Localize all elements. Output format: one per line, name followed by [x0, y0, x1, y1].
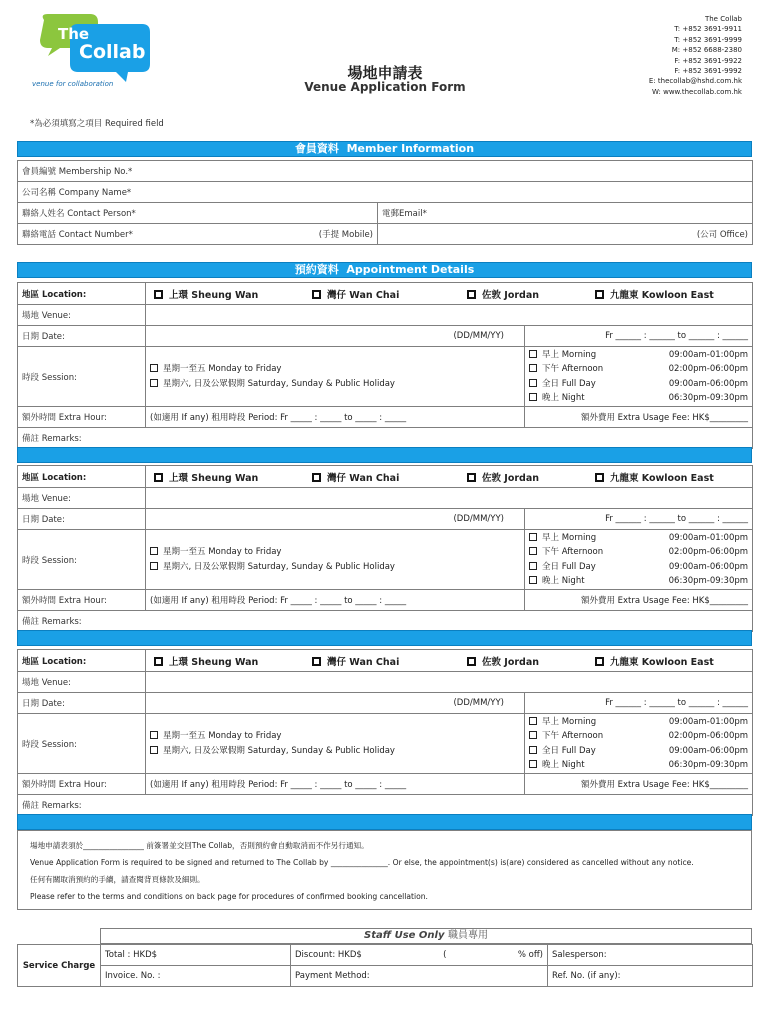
venue-label: 場地 Venue:: [18, 305, 146, 326]
discount-field[interactable]: [291, 945, 451, 966]
venue-field[interactable]: [146, 488, 753, 509]
session-name: 早上 Morning: [542, 716, 597, 727]
venue-field[interactable]: [146, 305, 753, 326]
remarks-label: 備註 Remarks:: [18, 611, 146, 632]
contact-line: F: +852 3691-9922: [674, 56, 742, 65]
session-option-morning[interactable]: [529, 531, 635, 546]
day-option-label: 星期六, 日及公眾假期 Saturday, Sunday & Public Holiday: [163, 378, 395, 389]
date-label: 日期 Date:: [18, 509, 146, 530]
remarks-field[interactable]: [146, 795, 753, 816]
contact-line: F: +852 3691-9992: [674, 67, 742, 76]
location-option-wan-chai[interactable]: [312, 470, 467, 484]
session-name: 下午 Afternoon: [542, 731, 604, 741]
staff-table: [17, 944, 753, 987]
contact-line: The Collab: [704, 15, 742, 23]
extra-hour-label: 額外時間 Extra Hour:: [18, 407, 146, 428]
checkbox-icon[interactable]: [154, 290, 163, 299]
checkbox-icon[interactable]: [467, 473, 476, 482]
section-divider-bar: [17, 447, 752, 463]
appointment-bar-en: Appointment Details: [346, 263, 475, 276]
location-option-jordan[interactable]: [467, 654, 595, 668]
contact-line: T: +852 3691-9911: [674, 25, 742, 34]
ref-no-field[interactable]: Ref. No. (if any):: [548, 966, 753, 987]
day-option-weekend[interactable]: [150, 560, 520, 575]
checkbox-icon[interactable]: [150, 562, 158, 570]
checkbox-icon[interactable]: [529, 350, 537, 358]
date-field[interactable]: (DD/MM/YY): [146, 509, 525, 530]
session-time: 09:00am-06:00pm: [668, 378, 749, 389]
location-option-wan-chai[interactable]: [312, 654, 467, 668]
location-name: 上環 Sheung Wan: [169, 656, 259, 668]
contact-line: M: +852 6688-2380: [671, 46, 742, 55]
extra-period-field[interactable]: (如適用 If any) 租用時段 Period: Fr _____ : _____ to _____ : _____: [146, 590, 525, 611]
date-field[interactable]: (DD/MM/YY): [146, 693, 525, 714]
extra-hour-label: 額外時間 Extra Hour:: [18, 774, 146, 795]
session-times: [639, 714, 753, 774]
checkbox-icon[interactable]: [595, 290, 604, 299]
note-line-en-2: Please refer to the terms and conditions on back page for procedures of confirmed booking cancellation.: [30, 892, 428, 901]
date-label: 日期 Date:: [18, 326, 146, 347]
appointment-block: [17, 282, 753, 449]
session-option-night[interactable]: [529, 574, 635, 589]
location-name: 灣仔 Wan Chai: [327, 289, 400, 301]
checkbox-icon[interactable]: [529, 379, 537, 387]
location-name: 灣仔 Wan Chai: [327, 472, 400, 484]
session-option-afternoon[interactable]: [529, 545, 635, 560]
service-charge-label: Service Charge: [18, 945, 101, 987]
location-name: 九龍東 Kowloon East: [610, 472, 714, 484]
percent-off-field[interactable]: % off): [451, 945, 548, 966]
session-label: 時段 Session:: [18, 714, 146, 774]
extra-hour-label: 額外時間 Extra Hour:: [18, 590, 146, 611]
company-name-field[interactable]: 公司名稱 Company Name*: [18, 182, 753, 203]
time-range-field[interactable]: Fr ______ : ______ to ______ : ______: [525, 326, 753, 347]
session-options: [525, 714, 639, 774]
location-name: 灣仔 Wan Chai: [327, 656, 400, 668]
session-option-afternoon[interactable]: [529, 729, 635, 744]
remarks-field[interactable]: [146, 611, 753, 632]
contact-line[interactable]: W: www.thecollab.com.hk: [652, 87, 742, 96]
staff-title-zh: 職員專用: [447, 930, 488, 941]
contact-line: T: +852 3691-9999: [674, 35, 742, 44]
extra-period-field[interactable]: (如適用 If any) 租用時段 Period: Fr _____ : _____ to _____ : _____: [146, 774, 525, 795]
venue-label: 場地 Venue:: [18, 488, 146, 509]
session-name: 晚上 Night: [542, 576, 585, 586]
session-name: 全日 Full Day: [542, 378, 596, 389]
session-name: 下午 Afternoon: [542, 364, 604, 374]
checkbox-icon[interactable]: [595, 473, 604, 482]
checkbox-icon[interactable]: [467, 657, 476, 666]
mobile-label: (手提 Mobile): [318, 230, 373, 240]
session-label: 時段 Session:: [18, 347, 146, 407]
location-option-sheung-wan[interactable]: [154, 654, 312, 668]
logo-the-text: The: [58, 25, 90, 43]
time-range-field[interactable]: Fr ______ : ______ to ______ : ______: [525, 509, 753, 530]
session-name: 晚上 Night: [542, 393, 585, 403]
member-bar-en: Member Information: [346, 142, 475, 155]
day-options: [146, 347, 525, 407]
session-option-night[interactable]: [529, 758, 635, 773]
logo-collab-text: Collab: [79, 41, 146, 63]
appointment-block: [17, 649, 753, 816]
day-option-weekday[interactable]: [150, 362, 520, 377]
checkbox-icon[interactable]: [529, 393, 537, 401]
day-option-weekend[interactable]: [150, 377, 520, 392]
logo-tagline: venue for collaboration: [32, 80, 114, 88]
checkbox-icon[interactable]: [150, 731, 158, 739]
extra-fee-field[interactable]: 額外費用 Extra Usage Fee: HK$_________: [525, 774, 753, 795]
payment-method-field[interactable]: Payment Method:: [291, 966, 548, 987]
contact-info: [649, 14, 742, 97]
session-time: 09:00am-06:00pm: [668, 561, 749, 572]
contact-line[interactable]: E: thecollab@hshd.com.hk: [648, 77, 742, 86]
note-line-zh-2: 任何有關取消預約的手續，請查閱背頁條款及細則。: [30, 875, 205, 884]
session-option-full-day[interactable]: [529, 377, 635, 392]
session-time: 09:00am-06:00pm: [668, 745, 749, 756]
session-time: 02:00pm-06:00pm: [668, 364, 749, 374]
day-option-weekend[interactable]: [150, 744, 520, 759]
day-option-label: 星期一至五 Monday to Friday: [163, 364, 282, 374]
session-label: 時段 Session:: [18, 530, 146, 590]
member-info-table: [17, 160, 753, 245]
day-options: [146, 714, 525, 774]
day-option-label: 星期六, 日及公眾假期 Saturday, Sunday & Public Holiday: [163, 561, 395, 572]
extra-fee-field[interactable]: 額外費用 Extra Usage Fee: HK$_________: [525, 590, 753, 611]
session-time: 09:00am-01:00pm: [668, 349, 749, 360]
checkbox-icon[interactable]: [529, 533, 537, 541]
appointment-details-bar: [17, 262, 752, 278]
location-option-wan-chai[interactable]: [312, 287, 467, 301]
extra-fee-field[interactable]: 額外費用 Extra Usage Fee: HK$_________: [525, 407, 753, 428]
session-option-full-day[interactable]: [529, 744, 635, 759]
location-label: 地區 Location:: [18, 466, 146, 488]
location-name: 佐敦 Jordan: [482, 472, 540, 484]
location-option-sheung-wan[interactable]: [154, 287, 312, 301]
contact-person-field[interactable]: 聯絡人姓名 Contact Person*: [18, 203, 378, 224]
checkbox-icon[interactable]: [154, 657, 163, 666]
checkbox-icon[interactable]: [595, 657, 604, 666]
remarks-label: 備註 Remarks:: [18, 795, 146, 816]
checkbox-icon[interactable]: [529, 562, 537, 570]
checkbox-icon[interactable]: [312, 473, 321, 482]
location-name: 上環 Sheung Wan: [169, 289, 259, 301]
session-name: 早上 Morning: [542, 532, 597, 543]
checkbox-icon[interactable]: [312, 290, 321, 299]
session-time: 06:30pm-09:30pm: [668, 760, 749, 770]
contact-number-label: 聯絡電話 Contact Number*: [22, 230, 133, 240]
percent-open: (: [443, 950, 447, 960]
day-option-weekday[interactable]: [150, 729, 520, 744]
session-name: 全日 Full Day: [542, 745, 596, 756]
location-name: 佐敦 Jordan: [482, 289, 540, 301]
checkbox-icon[interactable]: [529, 547, 537, 555]
remarks-field[interactable]: [146, 428, 753, 449]
staff-use-bar: [100, 928, 752, 944]
checkbox-icon[interactable]: [529, 760, 537, 768]
location-name: 佐敦 Jordan: [482, 656, 540, 668]
session-time: 06:30pm-09:30pm: [668, 393, 749, 403]
email-field[interactable]: 電郵Email*: [378, 203, 753, 224]
session-name: 全日 Full Day: [542, 561, 596, 572]
location-label: 地區 Location:: [18, 283, 146, 305]
session-option-morning[interactable]: [529, 348, 635, 363]
section-divider-bar: [17, 814, 752, 830]
required-field-note: *為必須填寫之項目 Required field: [30, 119, 164, 129]
location-option-kowloon-east[interactable]: [595, 287, 714, 301]
day-option-label: 星期一至五 Monday to Friday: [163, 547, 282, 557]
session-options: [525, 347, 639, 407]
appointment-block: [17, 465, 753, 632]
checkbox-icon[interactable]: [150, 379, 158, 387]
checkbox-icon[interactable]: [529, 364, 537, 372]
office-field[interactable]: (公司 Office): [378, 224, 753, 245]
location-option-jordan[interactable]: [467, 470, 595, 484]
session-name: 下午 Afternoon: [542, 547, 604, 557]
discount-label: Discount: HKD$: [295, 950, 362, 960]
location-label: 地區 Location:: [18, 650, 146, 672]
session-times: [639, 530, 753, 590]
location-option-kowloon-east[interactable]: [595, 654, 714, 668]
session-option-morning[interactable]: [529, 715, 635, 730]
checkbox-icon[interactable]: [529, 746, 537, 754]
day-option-weekday[interactable]: [150, 545, 520, 560]
extra-period-field[interactable]: (如適用 If any) 租用時段 Period: Fr _____ : _____ to _____ : _____: [146, 407, 525, 428]
note-line-en-1: Venue Application Form is required to be signed and returned to The Collab by _______________. Or else, the appointment(s) is(are) considered as cancelled without any notice.: [30, 858, 694, 867]
session-time: 09:00am-01:00pm: [668, 716, 749, 727]
checkbox-icon[interactable]: [150, 547, 158, 555]
checkbox-icon[interactable]: [529, 717, 537, 725]
session-option-full-day[interactable]: [529, 560, 635, 575]
location-name: 九龍東 Kowloon East: [610, 289, 714, 301]
location-option-jordan[interactable]: [467, 287, 595, 301]
day-option-label: 星期一至五 Monday to Friday: [163, 731, 282, 741]
checkbox-icon[interactable]: [150, 364, 158, 372]
checkbox-icon[interactable]: [529, 576, 537, 584]
section-divider-bar: [17, 630, 752, 646]
checkbox-icon[interactable]: [529, 731, 537, 739]
location-option-kowloon-east[interactable]: [595, 470, 714, 484]
location-name: 九龍東 Kowloon East: [610, 656, 714, 668]
invoice-no-field[interactable]: Invoice. No. :: [101, 966, 291, 987]
checkbox-icon[interactable]: [467, 290, 476, 299]
session-times: [639, 347, 753, 407]
session-name: 晚上 Night: [542, 760, 585, 770]
day-option-label: 星期六, 日及公眾假期 Saturday, Sunday & Public Holiday: [163, 745, 395, 756]
location-option-sheung-wan[interactable]: [154, 470, 312, 484]
submission-notes: [17, 830, 752, 910]
location-name: 上環 Sheung Wan: [169, 472, 259, 484]
session-name: 早上 Morning: [542, 349, 597, 360]
member-info-bar: [17, 141, 752, 157]
note-line-zh-1: 場地申請表須於________________ 前簽署並交回The Collab，否則預約會自動取消而不作另行通知。: [30, 841, 369, 850]
remarks-label: 備註 Remarks:: [18, 428, 146, 449]
session-time: 02:00pm-06:00pm: [668, 547, 749, 557]
venue-label: 場地 Venue:: [18, 672, 146, 693]
total-field[interactable]: Total : HKD$: [101, 945, 291, 966]
checkbox-icon[interactable]: [312, 657, 321, 666]
appointment-bar-zh: 預約資料: [294, 263, 339, 276]
session-time: 02:00pm-06:00pm: [668, 731, 749, 741]
contact-number-field[interactable]: [18, 224, 378, 245]
form-title-en: Venue Application Form: [304, 80, 466, 94]
date-label: 日期 Date:: [18, 693, 146, 714]
session-time: 09:00am-01:00pm: [668, 532, 749, 543]
salesperson-field[interactable]: Salesperson:: [548, 945, 753, 966]
session-option-night[interactable]: [529, 391, 635, 406]
time-range-field[interactable]: Fr ______ : ______ to ______ : ______: [525, 693, 753, 714]
date-field[interactable]: (DD/MM/YY): [146, 326, 525, 347]
checkbox-icon[interactable]: [150, 746, 158, 754]
form-title-zh: 場地申請表: [347, 64, 423, 82]
membership-no-field[interactable]: 會員編號 Membership No.*: [18, 161, 753, 182]
session-time: 06:30pm-09:30pm: [668, 576, 749, 586]
checkbox-icon[interactable]: [154, 473, 163, 482]
member-bar-zh: 會員資料: [294, 142, 339, 155]
session-options: [525, 530, 639, 590]
session-option-afternoon[interactable]: [529, 362, 635, 377]
day-options: [146, 530, 525, 590]
staff-title-en: Staff Use Only: [364, 930, 445, 941]
venue-field[interactable]: [146, 672, 753, 693]
